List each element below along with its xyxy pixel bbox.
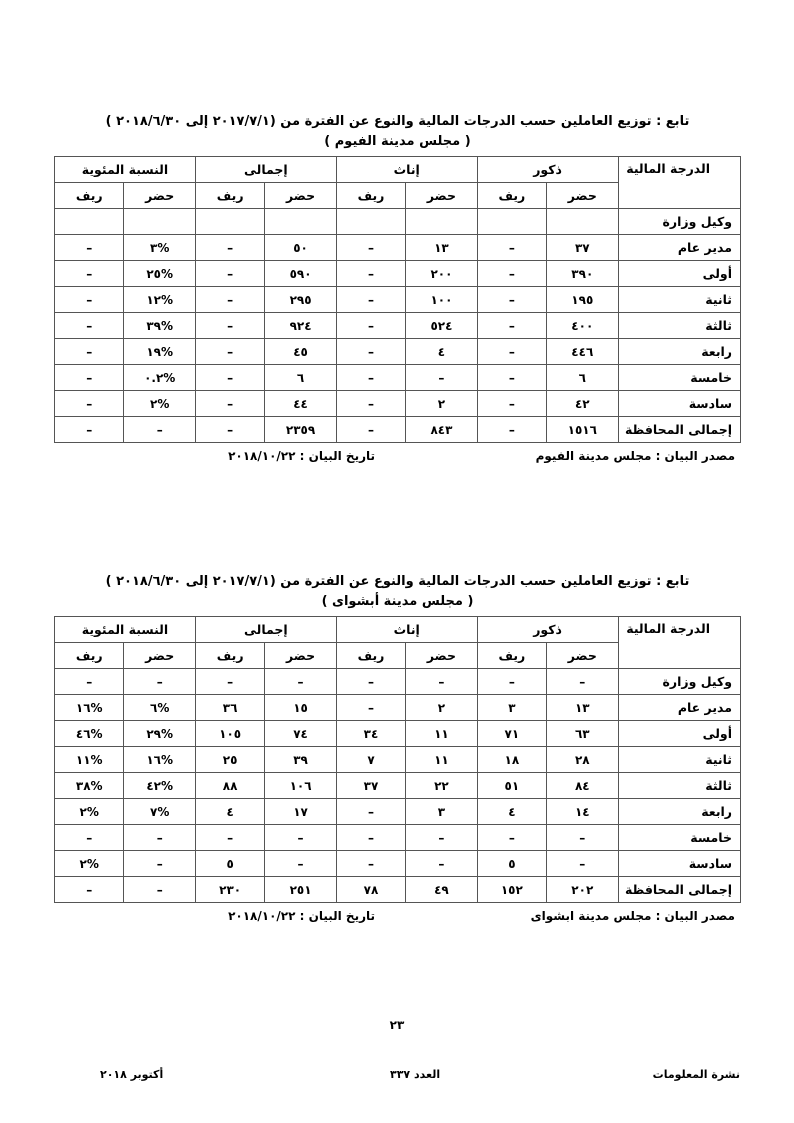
value-cell: %٦ xyxy=(124,695,195,721)
value-cell: – xyxy=(406,825,477,851)
header-rural: ريف xyxy=(195,643,264,669)
value-cell: ٣ xyxy=(406,799,477,825)
header-urban: حضر xyxy=(124,643,195,669)
value-cell: %٠.٢ xyxy=(124,365,195,391)
value-cell: – xyxy=(195,417,264,443)
value-cell: – xyxy=(477,235,546,261)
value-cell: ٥١ xyxy=(477,773,546,799)
value-cell: – xyxy=(195,235,264,261)
table-subtitle: ( مجلس مدينة أبشواى ) xyxy=(321,594,474,609)
table-row xyxy=(55,825,741,851)
header-rural: ريف xyxy=(336,183,405,209)
header-urban: حضر xyxy=(547,643,618,669)
table-row xyxy=(55,799,741,825)
table-subtitle: ( مجلس مدينة الفيوم ) xyxy=(324,134,471,149)
header-urban: حضر xyxy=(265,643,336,669)
value-cell xyxy=(124,209,195,235)
value-cell: ٣٩٠ xyxy=(547,261,618,287)
section-ibshway xyxy=(54,572,741,923)
grade-cell: خامسة xyxy=(618,365,740,391)
grade-cell: أولى xyxy=(618,261,740,287)
value-cell: %١٦ xyxy=(124,747,195,773)
value-cell: ٦ xyxy=(547,365,618,391)
value-cell: ٦ xyxy=(265,365,336,391)
value-cell: ٦٣ xyxy=(547,721,618,747)
value-cell: %٤٢ xyxy=(124,773,195,799)
value-cell: – xyxy=(265,825,336,851)
value-cell: – xyxy=(336,339,405,365)
value-cell: – xyxy=(124,669,195,695)
bulletin-name: نشرة المعلومات xyxy=(652,1068,740,1081)
value-cell: ١٣ xyxy=(547,695,618,721)
header-rural: ريف xyxy=(477,183,546,209)
value-cell: – xyxy=(195,825,264,851)
grade-cell: رابعة xyxy=(618,799,740,825)
value-cell: ٥٩٠ xyxy=(265,261,336,287)
value-cell: ٢٥١ xyxy=(265,877,336,903)
value-cell: ٢٨ xyxy=(547,747,618,773)
grade-cell: ثانية xyxy=(618,287,740,313)
value-cell: – xyxy=(336,825,405,851)
grade-cell: ثالثة xyxy=(618,773,740,799)
value-cell: ٢٠٠ xyxy=(406,261,477,287)
header-male: ذكور xyxy=(477,157,618,183)
grade-cell: سادسة xyxy=(618,851,740,877)
value-cell: – xyxy=(477,669,546,695)
value-cell: – xyxy=(477,261,546,287)
value-cell: ٥٢٤ xyxy=(406,313,477,339)
data-table xyxy=(54,156,741,443)
grade-cell: وكيل وزارة xyxy=(618,209,740,235)
value-cell: ٤٠٠ xyxy=(547,313,618,339)
data-table xyxy=(54,616,741,903)
data-source: مصدر البيان : مجلس مدينة ابشواى xyxy=(530,909,735,923)
value-cell: ١١ xyxy=(406,721,477,747)
table-row xyxy=(55,287,741,313)
value-cell: – xyxy=(336,417,405,443)
table-footer xyxy=(54,909,741,923)
value-cell: – xyxy=(55,287,124,313)
table-footer xyxy=(54,449,741,463)
header-total: إجمالى xyxy=(195,157,336,183)
value-cell: – xyxy=(55,235,124,261)
value-cell: – xyxy=(336,391,405,417)
value-cell: – xyxy=(124,417,195,443)
table-row xyxy=(55,669,741,695)
grade-cell: مدير عام xyxy=(618,235,740,261)
value-cell xyxy=(406,209,477,235)
value-cell: ٩٢٤ xyxy=(265,313,336,339)
value-cell: %٣٩ xyxy=(124,313,195,339)
grade-cell: وكيل وزارة xyxy=(618,669,740,695)
table-row xyxy=(55,313,741,339)
header-percent: النسبة المئوية xyxy=(55,157,196,183)
value-cell: ٢٩٥ xyxy=(265,287,336,313)
value-cell: %٢٩ xyxy=(124,721,195,747)
value-cell: – xyxy=(406,851,477,877)
header-rural: ريف xyxy=(477,643,546,669)
value-cell: – xyxy=(547,851,618,877)
header-urban: حضر xyxy=(547,183,618,209)
value-cell: – xyxy=(55,825,124,851)
issue-month: أكتوبر ٢٠١٨ xyxy=(100,1068,164,1081)
table-title: تابع : توزيع العاملين حسب الدرجات المالية والنوع عن الفترة من (٢٠١٧/٧/١ إلى ٢٠١٨/٦/٣٠ ) xyxy=(105,574,690,589)
header-total: إجمالى xyxy=(195,617,336,643)
header-urban: حضر xyxy=(406,183,477,209)
value-cell xyxy=(265,209,336,235)
value-cell: %٧ xyxy=(124,799,195,825)
value-cell: – xyxy=(55,391,124,417)
value-cell: ٧ xyxy=(336,747,405,773)
table-body xyxy=(55,209,741,443)
value-cell: ٢٠٢ xyxy=(547,877,618,903)
value-cell: – xyxy=(195,339,264,365)
grade-cell: إجمالى المحافظة xyxy=(618,417,740,443)
value-cell: – xyxy=(195,669,264,695)
value-cell: %٢٥ xyxy=(124,261,195,287)
value-cell: %٢ xyxy=(55,799,124,825)
grade-cell: ثانية xyxy=(618,747,740,773)
value-cell: %٤٦ xyxy=(55,721,124,747)
value-cell: %١٩ xyxy=(124,339,195,365)
page-number: ٢٣ xyxy=(389,1018,405,1032)
value-cell: – xyxy=(336,261,405,287)
value-cell: ٢ xyxy=(406,391,477,417)
value-cell: – xyxy=(265,669,336,695)
table-row xyxy=(55,877,741,903)
value-cell: %٣٨ xyxy=(55,773,124,799)
value-cell xyxy=(336,209,405,235)
table-row xyxy=(55,747,741,773)
grade-cell: ثالثة xyxy=(618,313,740,339)
value-cell: – xyxy=(477,365,546,391)
value-cell: – xyxy=(406,669,477,695)
grade-cell: إجمالى المحافظة xyxy=(618,877,740,903)
grade-cell: خامسة xyxy=(618,825,740,851)
value-cell: – xyxy=(124,825,195,851)
value-cell: ٣٧ xyxy=(336,773,405,799)
value-cell: – xyxy=(477,339,546,365)
header-grade: الدرجة المالية xyxy=(618,617,740,669)
grade-cell: رابعة xyxy=(618,339,740,365)
value-cell: ١٨ xyxy=(477,747,546,773)
value-cell: %٣ xyxy=(124,235,195,261)
value-cell: – xyxy=(336,235,405,261)
value-cell: – xyxy=(55,339,124,365)
section-fayoum xyxy=(54,112,741,463)
table-row xyxy=(55,391,741,417)
value-cell: ٣٧ xyxy=(547,235,618,261)
value-cell: ٤٤٦ xyxy=(547,339,618,365)
value-cell: – xyxy=(477,313,546,339)
header-rural: ريف xyxy=(195,183,264,209)
value-cell: – xyxy=(55,417,124,443)
value-cell: ٢٣٥٩ xyxy=(265,417,336,443)
header-female: إناث xyxy=(336,617,477,643)
value-cell: ١٥١٦ xyxy=(547,417,618,443)
value-cell: – xyxy=(406,365,477,391)
value-cell: ٣٦ xyxy=(195,695,264,721)
page-footer xyxy=(100,1068,740,1088)
header-urban: حضر xyxy=(406,643,477,669)
value-cell: ١٥ xyxy=(265,695,336,721)
value-cell: ٨٤٣ xyxy=(406,417,477,443)
value-cell: ٢٢ xyxy=(406,773,477,799)
value-cell: – xyxy=(477,417,546,443)
value-cell: – xyxy=(55,669,124,695)
value-cell: ٧٤ xyxy=(265,721,336,747)
value-cell: ٣٩ xyxy=(265,747,336,773)
value-cell: ١٠٦ xyxy=(265,773,336,799)
header-percent: النسبة المئوية xyxy=(55,617,196,643)
value-cell: ٢ xyxy=(406,695,477,721)
value-cell: ٤ xyxy=(406,339,477,365)
grade-cell: سادسة xyxy=(618,391,740,417)
header-male: ذكور xyxy=(477,617,618,643)
value-cell: %٢ xyxy=(55,851,124,877)
value-cell xyxy=(547,209,618,235)
value-cell: ٨٤ xyxy=(547,773,618,799)
value-cell: – xyxy=(336,669,405,695)
table-row xyxy=(55,851,741,877)
table-row xyxy=(55,695,741,721)
value-cell: ٤٩ xyxy=(406,877,477,903)
value-cell: ٢٣٠ xyxy=(195,877,264,903)
table-row xyxy=(55,721,741,747)
value-cell: – xyxy=(336,695,405,721)
value-cell: – xyxy=(195,261,264,287)
value-cell: – xyxy=(124,877,195,903)
header-rural: ريف xyxy=(55,183,124,209)
value-cell: ٤ xyxy=(195,799,264,825)
table-row xyxy=(55,773,741,799)
value-cell: %١٢ xyxy=(124,287,195,313)
value-cell: – xyxy=(124,851,195,877)
value-cell: – xyxy=(55,877,124,903)
value-cell: – xyxy=(55,365,124,391)
header-rural: ريف xyxy=(55,643,124,669)
table-row xyxy=(55,417,741,443)
header-urban: حضر xyxy=(265,183,336,209)
value-cell: – xyxy=(195,365,264,391)
value-cell: – xyxy=(336,313,405,339)
data-date: تاريخ البيان : ٢٠١٨/١٠/٢٢ xyxy=(228,449,375,463)
value-cell: ٤٤ xyxy=(265,391,336,417)
value-cell: – xyxy=(477,391,546,417)
value-cell: ١٣ xyxy=(406,235,477,261)
value-cell: ٤ xyxy=(477,799,546,825)
value-cell: %٢ xyxy=(124,391,195,417)
table-row xyxy=(55,209,741,235)
value-cell xyxy=(55,209,124,235)
value-cell: – xyxy=(477,825,546,851)
table-row xyxy=(55,339,741,365)
value-cell: ١٠٠ xyxy=(406,287,477,313)
data-source: مصدر البيان : مجلس مدينة الفيوم xyxy=(535,449,735,463)
value-cell: ٣٤ xyxy=(336,721,405,747)
value-cell: – xyxy=(195,287,264,313)
value-cell: ٤٥ xyxy=(265,339,336,365)
value-cell: – xyxy=(55,313,124,339)
value-cell: – xyxy=(336,365,405,391)
value-cell: – xyxy=(336,851,405,877)
value-cell: %١٦ xyxy=(55,695,124,721)
header-grade: الدرجة المالية xyxy=(618,157,740,209)
grade-cell: مدير عام xyxy=(618,695,740,721)
value-cell: ١٩٥ xyxy=(547,287,618,313)
value-cell: – xyxy=(477,287,546,313)
value-cell: – xyxy=(547,825,618,851)
value-cell: ٧١ xyxy=(477,721,546,747)
value-cell: ٣ xyxy=(477,695,546,721)
value-cell: ٥٠ xyxy=(265,235,336,261)
value-cell: ١٥٢ xyxy=(477,877,546,903)
header-female: إناث xyxy=(336,157,477,183)
value-cell: – xyxy=(55,261,124,287)
value-cell: – xyxy=(336,799,405,825)
value-cell: %١١ xyxy=(55,747,124,773)
value-cell xyxy=(195,209,264,235)
value-cell: – xyxy=(195,391,264,417)
value-cell: ٨٨ xyxy=(195,773,264,799)
header-rural: ريف xyxy=(336,643,405,669)
table-body xyxy=(55,669,741,903)
table-row xyxy=(55,235,741,261)
value-cell: – xyxy=(336,287,405,313)
table-title: تابع : توزيع العاملين حسب الدرجات المالية والنوع عن الفترة من (٢٠١٧/٧/١ إلى ٢٠١٨/٦/٣٠ ) xyxy=(105,114,690,129)
grade-cell: أولى xyxy=(618,721,740,747)
data-date: تاريخ البيان : ٢٠١٨/١٠/٢٢ xyxy=(228,909,375,923)
value-cell: ٤٢ xyxy=(547,391,618,417)
value-cell: ٧٨ xyxy=(336,877,405,903)
table-row xyxy=(55,365,741,391)
value-cell: ٥ xyxy=(195,851,264,877)
value-cell xyxy=(477,209,546,235)
value-cell: ١١ xyxy=(406,747,477,773)
value-cell: – xyxy=(265,851,336,877)
table-row xyxy=(55,261,741,287)
value-cell: ١٠٥ xyxy=(195,721,264,747)
value-cell: – xyxy=(547,669,618,695)
issue-number: العدد ٣٣٧ xyxy=(390,1068,441,1081)
value-cell: ٥ xyxy=(477,851,546,877)
value-cell: ١٧ xyxy=(265,799,336,825)
value-cell: ٢٥ xyxy=(195,747,264,773)
value-cell: – xyxy=(195,313,264,339)
header-urban: حضر xyxy=(124,183,195,209)
value-cell: ١٤ xyxy=(547,799,618,825)
